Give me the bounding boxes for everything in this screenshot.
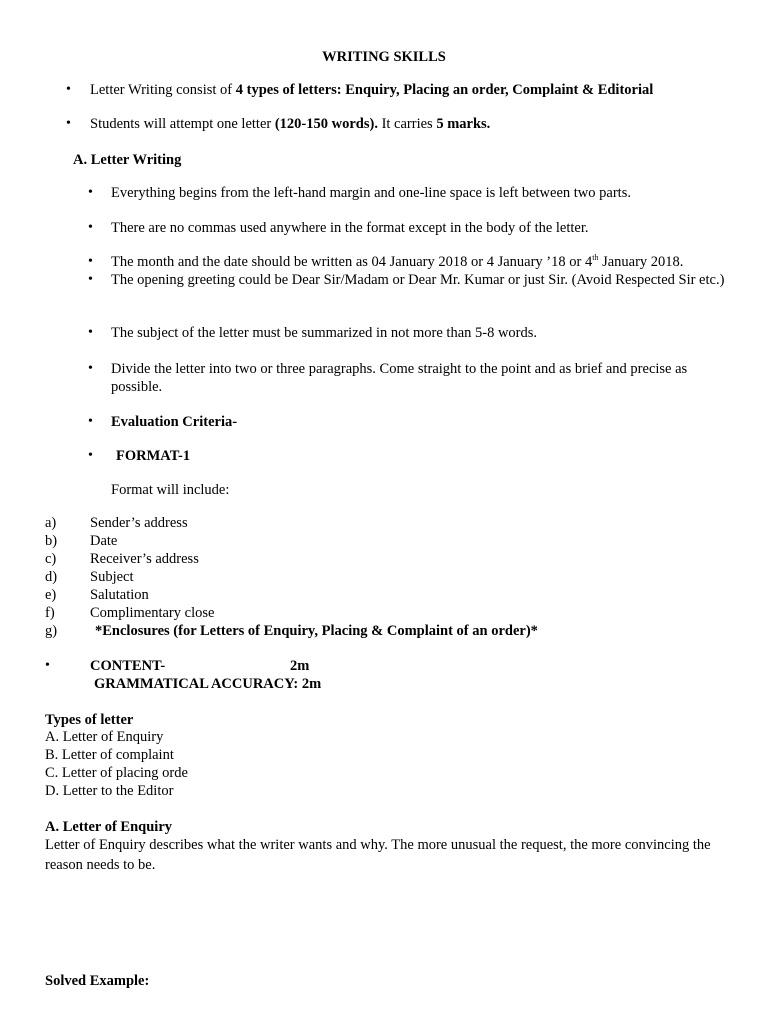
format-item: Salutation — [90, 587, 149, 603]
bullet-icon: • — [88, 361, 93, 376]
rule-item-date: The month and the date should be written as 04 January 2018 or 4 January ’18 or 4th January 2018. — [111, 253, 684, 270]
rule-item: The opening greeting could be Dear Sir/Madam or Dear Mr. Kumar or just Sir. (Avoid Respected Sir etc.) — [111, 272, 725, 288]
type-item: A. Letter of Enquiry — [45, 729, 164, 745]
rule-item: There are no commas used anywhere in the format except in the body of the letter. — [111, 220, 589, 236]
format-item-letter: b) — [45, 533, 58, 549]
intro-line-2: Students will attempt one letter (120-150 words). It carries 5 marks. — [90, 116, 491, 132]
type-item: D. Letter to the Editor — [45, 783, 174, 799]
format-item-letter: g) — [45, 623, 58, 639]
format-intro: Format will include: — [111, 482, 230, 498]
bullet-icon: • — [88, 254, 93, 269]
bullet-icon: • — [88, 272, 93, 287]
format-item-letter: c) — [45, 551, 57, 567]
grammar-marks-line: GRAMMATICAL ACCURACY: 2m — [94, 676, 322, 692]
bullet-icon: • — [66, 116, 71, 131]
rule-item: The subject of the letter must be summarized in not more than 5-8 words. — [111, 325, 538, 341]
bullet-icon: • — [88, 414, 93, 429]
format-item: Sender’s address — [90, 515, 188, 531]
bullet-icon: • — [88, 185, 93, 200]
enquiry-heading: A. Letter of Enquiry — [45, 819, 173, 835]
intro-line-1: Letter Writing consist of 4 types of letters: Enquiry, Placing an order, Complaint & Editorial — [90, 82, 654, 98]
format-item-enclosures: *Enclosures (for Letters of Enquiry, Placing & Complaint of an order)* — [95, 623, 538, 639]
format-item: Date — [90, 533, 118, 549]
format-item-letter: a) — [45, 515, 57, 531]
rule-item: Divide the letter into two or three paragraphs. Come straight to the point and as brief and precise as possible. — [111, 361, 688, 395]
content-marks: 2m — [290, 658, 310, 674]
types-heading: Types of letter — [45, 712, 134, 728]
format-item-letter: e) — [45, 587, 57, 603]
format-item: Complimentary close — [90, 605, 215, 621]
bullet-icon: • — [88, 220, 93, 235]
type-item: B. Letter of complaint — [45, 747, 174, 763]
evaluation-criteria-heading: Evaluation Criteria- — [111, 414, 238, 430]
page-title: WRITING SKILLS — [322, 49, 446, 65]
enquiry-paragraph: Letter of Enquiry describes what the writer wants and why. The more unusual the request, the more convincing the reason needs to be. — [45, 837, 711, 873]
format-item: Subject — [90, 569, 134, 585]
format-heading: FORMAT-1 — [116, 448, 191, 464]
bullet-icon: • — [88, 448, 93, 463]
bullet-icon: • — [66, 82, 71, 97]
type-item: C. Letter of placing orde — [45, 765, 188, 781]
format-item: Receiver’s address — [90, 551, 199, 567]
section-heading-letter-writing: A. Letter Writing — [73, 152, 182, 168]
solved-example-heading: Solved Example: — [45, 973, 150, 989]
format-item-letter: f) — [45, 605, 55, 621]
rule-item: Everything begins from the left-hand margin and one-line space is left between two parts. — [111, 185, 631, 201]
format-item-letter: d) — [45, 569, 58, 585]
content-label: CONTENT- — [90, 658, 166, 674]
bullet-icon: • — [88, 325, 93, 340]
bullet-icon: • — [45, 658, 50, 673]
